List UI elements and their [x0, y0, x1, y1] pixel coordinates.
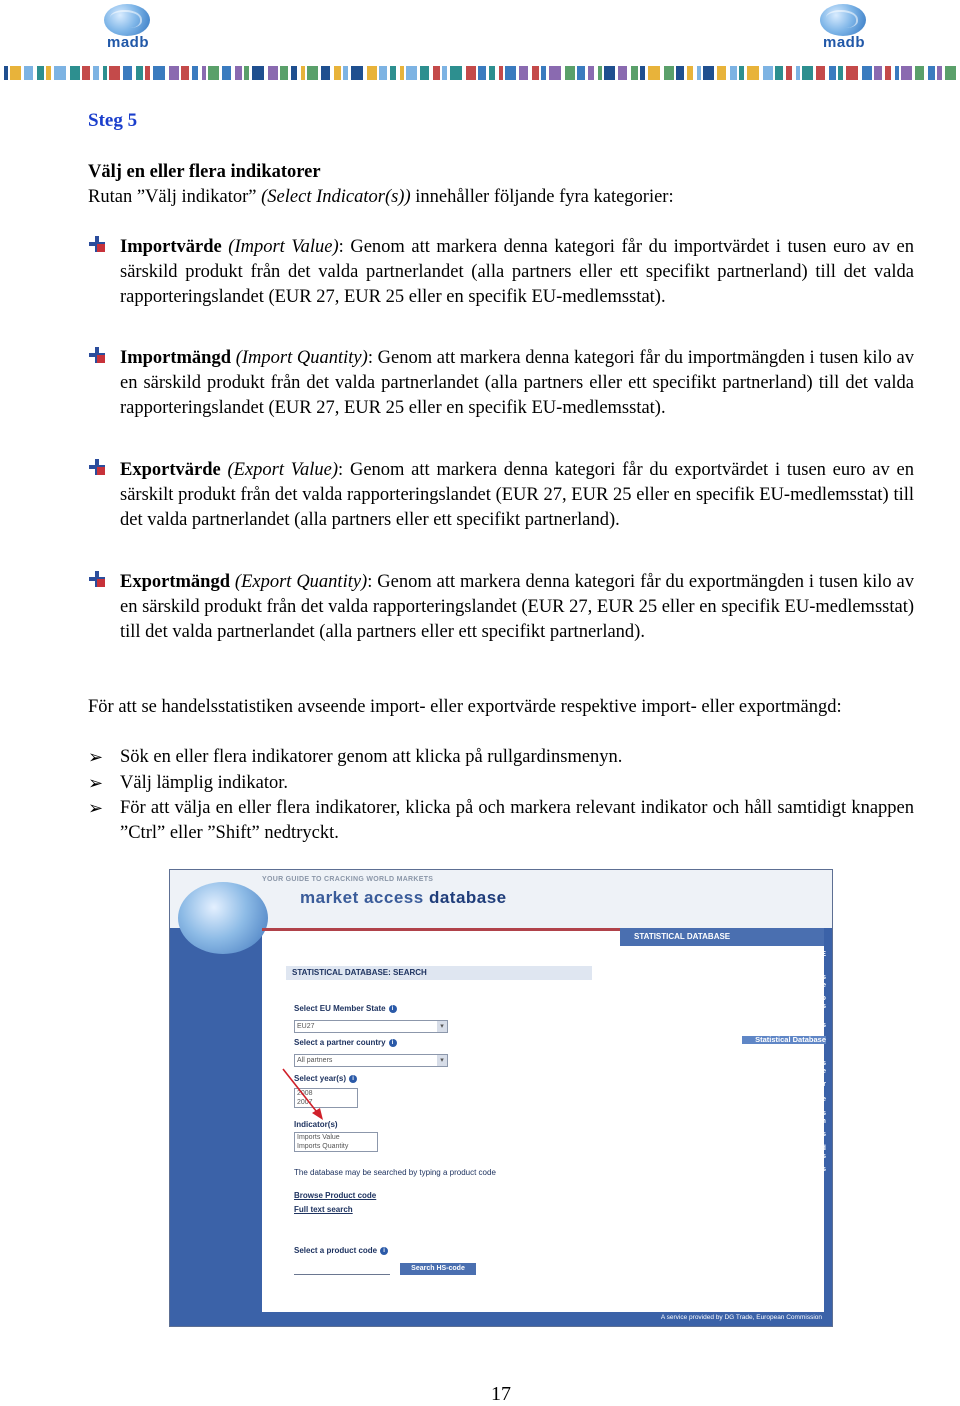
- stripe-segment: [46, 66, 51, 80]
- partner-select[interactable]: All partners ▾: [294, 1054, 448, 1067]
- stripe-segment: [222, 66, 231, 80]
- madb-logo-right: [812, 4, 874, 54]
- stripe-segment: [244, 66, 249, 80]
- stripe-segment: [703, 66, 714, 80]
- arrow-bullet-icon: ➢: [88, 747, 104, 768]
- stripe-segment: [631, 66, 638, 80]
- site-footer: A service provided by DG Trade, European Commission: [170, 1312, 832, 1326]
- stripe-segment: [10, 66, 21, 80]
- year-option[interactable]: 2008: [297, 1090, 313, 1097]
- year-label: Select year(s) i: [294, 1074, 357, 1083]
- logo-text: madb: [106, 34, 149, 51]
- stripe-segment: [838, 66, 843, 80]
- page-number: 17: [491, 1383, 511, 1405]
- stripe-segment: [93, 66, 99, 80]
- stripe-segment: [937, 66, 942, 80]
- stripe-segment: [928, 66, 935, 80]
- stripe-segment: [442, 66, 447, 80]
- stripe-segment: [136, 66, 143, 80]
- category-exportmangd: Exportmängd (Export Quantity): Genom att markera denna kategori får du exportmängden i tusen kilo av en särskild produkt från det valda rapporteringslandet (EUR 27, EUR 25 eller en specifik EU-medlemsstat) till det valda partnerlandet (alla partners eller ett specifikt partnerland).: [120, 572, 914, 642]
- instruction-step: För att välja en eller flera indikatorer, klicka på och markera relevant indikator och håll samtidigt knappen ”Ctrl” eller ”Shift” nedtryckt.: [120, 798, 914, 843]
- stripe-segment: [895, 66, 899, 80]
- nav-statistical-database[interactable]: Statistical Database: [742, 1036, 826, 1044]
- bullet-icon: [88, 570, 106, 588]
- search-section-heading: STATISTICAL DATABASE: SEARCH: [286, 966, 592, 980]
- instruction-step: Sök en eller flera indikatorer genom att klicka på rullgardinsmenyn.: [120, 747, 623, 767]
- category-importvarde: Importvärde (Import Value): Genom att markera denna kategori får du importvärdet i tusen euro av en särskild produkt från det valda partnerlandet (alla partners eller ett specifikt partnerland) till det valda rapporteringslandet (EUR 27, EUR 25 eller en specifik EU-medlemsstat).: [120, 237, 914, 307]
- madb-screenshot: [169, 869, 833, 1327]
- stripe-segment: [420, 66, 429, 80]
- stripe-segment: [730, 66, 737, 80]
- nav-studies[interactable]: Studies: [798, 1129, 826, 1138]
- indicator-option[interactable]: Imports Quantity: [297, 1143, 349, 1150]
- product-code-label: Select a product code i: [294, 1246, 388, 1255]
- site-left-nav: [170, 928, 262, 1326]
- bullet-icon: [88, 458, 106, 476]
- stripe-segment: [604, 66, 615, 80]
- stripe-segment: [505, 66, 516, 80]
- stripe-segment: [367, 66, 377, 80]
- globe-icon: [104, 4, 150, 36]
- globe-icon: [178, 882, 268, 954]
- nav-your-comments[interactable]: Your Comments: [768, 1164, 826, 1173]
- stripe-segment: [846, 66, 858, 80]
- stripe-segment: [618, 66, 627, 80]
- stripe-segment: [577, 66, 585, 80]
- stripe-segment: [54, 66, 66, 80]
- bullet-icon: [88, 235, 106, 253]
- stripe-segment: [235, 66, 242, 80]
- search-note: The database may be searched by typing a product code: [294, 1168, 496, 1177]
- stripe-segment: [519, 66, 528, 80]
- stripe-segment: [775, 66, 783, 80]
- stripe-segment: [676, 66, 684, 80]
- nav-exporters-guide[interactable]: Exporter's Guide to Import Formalities: [756, 993, 826, 1010]
- stripe-segment: [181, 66, 189, 80]
- step-heading: Steg 5: [88, 110, 138, 131]
- eu-state-label: Select EU Member State i: [294, 1004, 397, 1013]
- category-exportvarde: Exportvärde (Export Value): Genom att markera denna kategori får du exportvärdet i tusen euro av en särskilt produkt från det valda rapporteringslandet (EUR 27, EUR 25 eller en specifik EU-medlemsstat) till det valda partnerlandet (alla partners eller ett specifikt partnerland).: [120, 460, 915, 530]
- stripe-segment: [532, 66, 539, 80]
- nav-faq[interactable]: Frequently Asked Questions: [763, 1143, 826, 1160]
- browse-product-code-link[interactable]: Browse Product code: [294, 1191, 377, 1200]
- stripe-segment: [915, 66, 924, 80]
- stripe-segment: [208, 66, 219, 80]
- stripe-segment: [747, 66, 759, 80]
- stripe-segment: [334, 66, 341, 80]
- stripe-segment: [885, 66, 891, 80]
- nav-trade-barriers-regulation[interactable]: Trade Barriers Regulation: [775, 1108, 826, 1125]
- stripe-segment: [739, 66, 744, 80]
- indicator-option[interactable]: Imports Value: [297, 1134, 340, 1141]
- bullet-icon: [88, 346, 106, 364]
- statistical-database-bar: STATISTICAL DATABASE: [620, 928, 832, 946]
- stripe-segment: [450, 66, 462, 80]
- stripe-segment: [343, 66, 348, 80]
- info-icon[interactable]: i: [349, 1075, 357, 1083]
- arrow-bullet-icon: ➢: [88, 773, 104, 794]
- stripe-segment: [433, 66, 440, 80]
- nav-applied-tariffs[interactable]: Applied Tariffs Database: [774, 972, 826, 989]
- indicator-listbox[interactable]: [294, 1132, 378, 1152]
- stripe-segment: [478, 66, 486, 80]
- stripe-segment: [717, 66, 726, 80]
- stripe-segment: [640, 66, 645, 80]
- red-pointer-arrow-icon: [280, 1066, 330, 1126]
- stripe-segment: [549, 66, 561, 80]
- stripe-segment: [202, 66, 206, 80]
- stripe-segment: [862, 66, 872, 80]
- stripe-segment: [351, 66, 363, 80]
- product-code-input[interactable]: [294, 1264, 390, 1275]
- search-hs-code-button[interactable]: Search HS-code: [400, 1263, 476, 1275]
- stripe-segment: [321, 66, 330, 80]
- stripe-segment: [598, 66, 602, 80]
- madb-logo-left: [96, 4, 158, 54]
- stripe-segment: [796, 66, 800, 80]
- stripe-segment: [153, 66, 165, 80]
- stripe-segment: [816, 66, 825, 80]
- category-importmangd: Importmängd (Import Quantity): Genom att markera denna kategori får du importmängden i tusen kilo av en särskild produkt från det valda partnerlandet (alla partners eller ett specifikt partnerland) till det valda rapporteringslandet (EUR 27, EUR 25 eller en specifik EU-medlemsstat).: [120, 348, 914, 418]
- nav-trade-barriers[interactable]: Trade Barriers Database: [775, 1058, 826, 1075]
- full-text-search-link[interactable]: Full text search: [294, 1205, 353, 1214]
- stripe-segment: [802, 66, 813, 80]
- stripe-segment: [103, 66, 107, 80]
- stripe-segment: [280, 66, 288, 80]
- stripe-segment: [123, 66, 132, 80]
- search-panel: [286, 966, 706, 1296]
- eu-state-select[interactable]: EU27 ▾: [294, 1020, 448, 1033]
- stripe-segment: [588, 66, 594, 80]
- stripe-segment: [648, 66, 660, 80]
- stripe-segment: [687, 66, 693, 80]
- section-intro: Rutan ”Välj indikator” (Select Indicator(s)) innehåller följande fyra kategorier:: [88, 187, 674, 207]
- stripe-segment: [268, 66, 278, 80]
- stripe-segment: [24, 66, 33, 80]
- nav-complaint-register[interactable]: Complaint register: [759, 1079, 826, 1088]
- section-title: Välj en eller flera indikatorer: [88, 162, 321, 182]
- stripe-segment: [499, 66, 503, 80]
- stripe-segment: [406, 66, 417, 80]
- stripe-segment: [291, 66, 297, 80]
- nav-last-updates[interactable]: Last Updates: [778, 1020, 826, 1029]
- stripe-segment: [697, 66, 701, 80]
- stripe-segment: [945, 66, 956, 80]
- header-stripe: [4, 66, 956, 80]
- stripe-segment: [252, 66, 264, 80]
- site-brand: market access database: [300, 888, 507, 907]
- stripe-segment: [307, 66, 318, 80]
- stripe-segment: [70, 66, 80, 80]
- stripe-segment: [145, 66, 150, 80]
- stripe-segment: [541, 66, 546, 80]
- stripe-segment: [664, 66, 674, 80]
- stripe-segment: [37, 66, 44, 80]
- stripe-segment: [466, 66, 476, 80]
- indicator-label: Indicator(s): [294, 1120, 338, 1129]
- stripe-segment: [489, 66, 495, 80]
- stripe-segment: [400, 66, 404, 80]
- stripe-segment: [901, 66, 912, 80]
- info-icon[interactable]: i: [380, 1247, 388, 1255]
- info-icon[interactable]: i: [389, 1039, 397, 1047]
- stripe-segment: [390, 66, 396, 80]
- nav-home[interactable]: HOME: [803, 949, 826, 958]
- stripe-segment: [301, 66, 305, 80]
- arrow-bullet-icon: ➢: [88, 798, 104, 819]
- globe-icon: [820, 4, 866, 36]
- stripe-segment: [4, 66, 8, 80]
- stripe-segment: [786, 66, 792, 80]
- stripe-segment: [109, 66, 120, 80]
- stripe-segment: [379, 66, 387, 80]
- logo-text: madb: [822, 34, 865, 51]
- stripe-segment: [82, 66, 90, 80]
- stripe-segment: [763, 66, 773, 80]
- stripe-segment: [192, 66, 198, 80]
- info-icon[interactable]: i: [389, 1005, 397, 1013]
- instruction-step: Välj lämplig indikator.: [120, 773, 289, 793]
- year-option[interactable]: 2007: [297, 1099, 313, 1106]
- stripe-segment: [874, 66, 882, 80]
- instructions-lead: För att se handelsstatistiken avseende import- eller exportvärde respektive import- eller exportmängd:: [88, 697, 842, 717]
- stripe-segment: [829, 66, 836, 80]
- stripe-segment: [565, 66, 575, 80]
- nav-sps-database[interactable]: SPS Database: [775, 1094, 826, 1103]
- site-tagline: YOUR GUIDE TO CRACKING WORLD MARKETS: [262, 876, 434, 883]
- stripe-segment: [169, 66, 179, 80]
- partner-label: Select a partner country i: [294, 1038, 397, 1047]
